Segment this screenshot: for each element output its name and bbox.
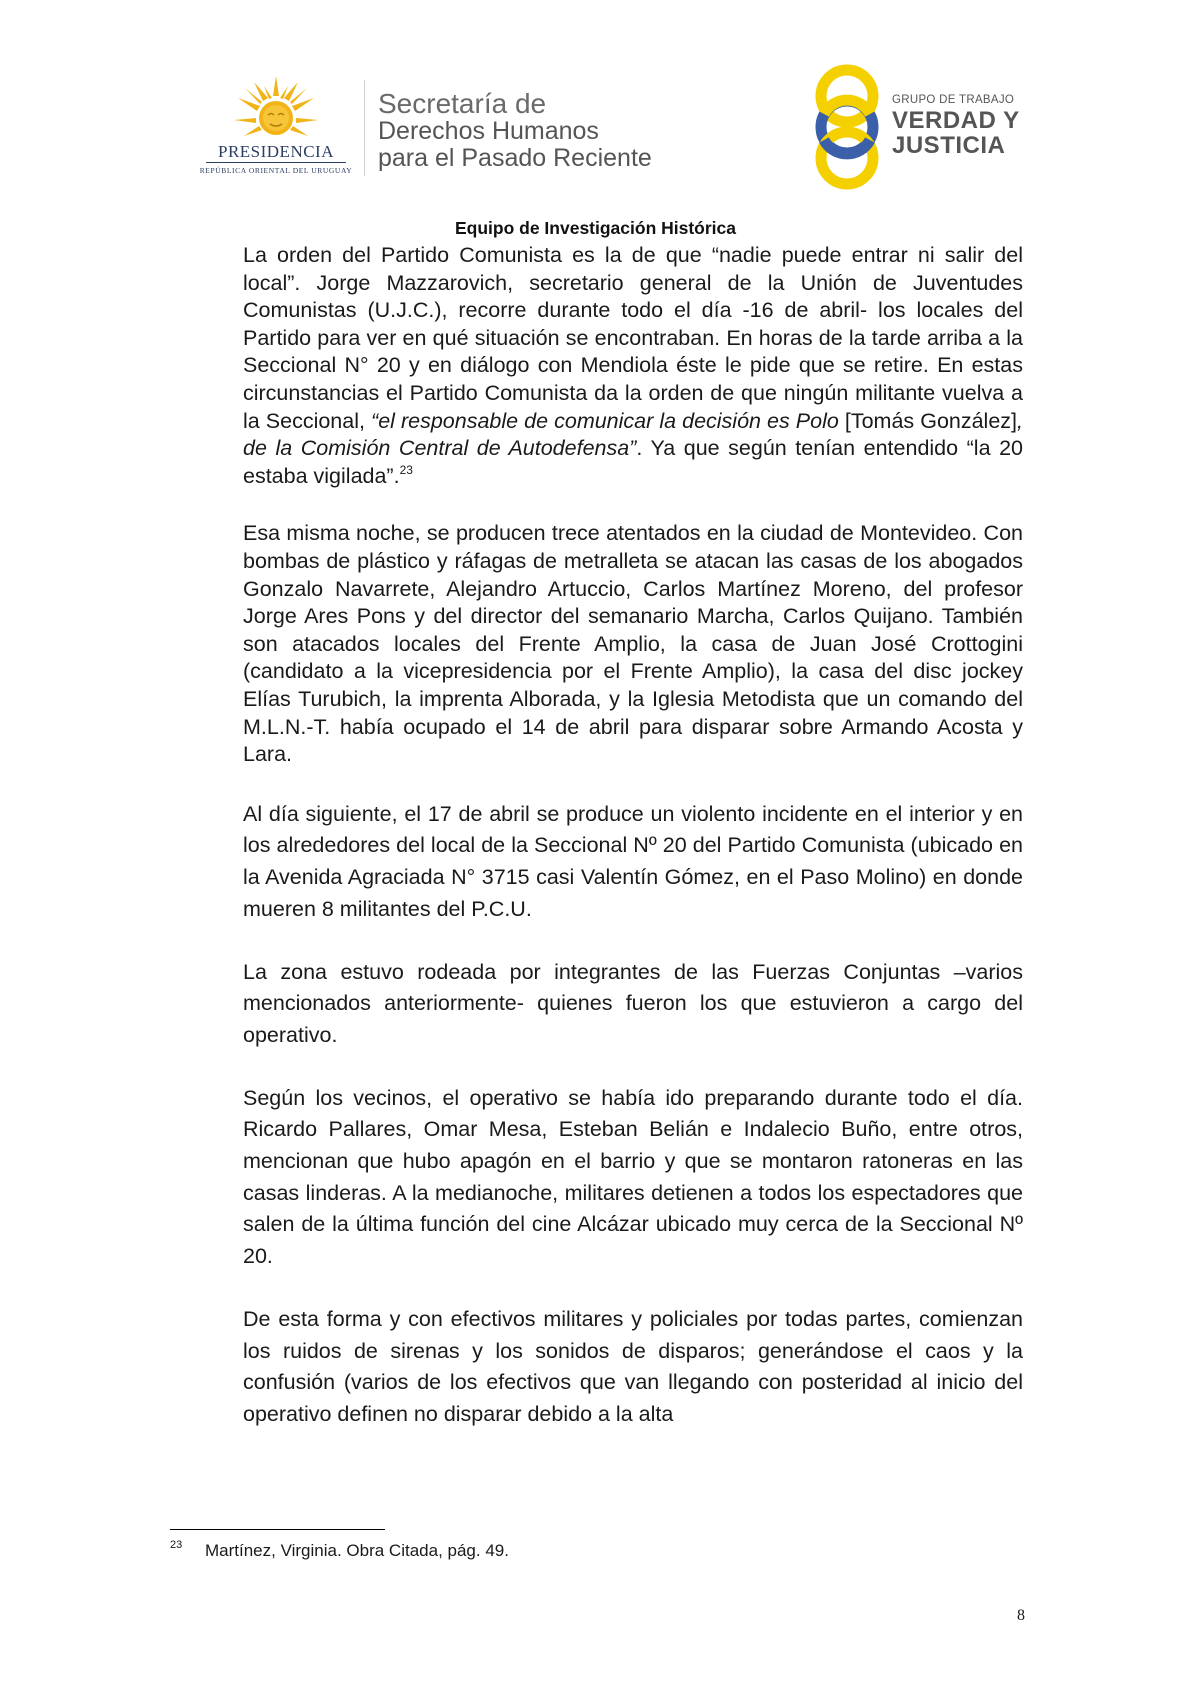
secretaria-line-2: Derechos Humanos	[378, 117, 599, 145]
sun-icon	[234, 74, 318, 140]
paragraph-text: La orden del Partido Comunista es la de que “nadie puede entrar ni salir del local”. Jorge Mazzarovich, secretario general de la Unión de Juventudes Comunistas (U.J.C.), recorre durante todo el día -16 de abril- los locales del Partido para ver en qué situación se encontraban. En horas de la tarde arriba a la Seccional N° 20 y en diálogo con Mendiola éste le pide que se retire. En estas circunstancias el Partido Comunista da la orden de que ningún militante vuelva a la Seccional,	[243, 243, 1023, 433]
grupo-small-label: GRUPO DE TRABAJO	[892, 94, 1015, 106]
page-header	[0, 0, 1191, 200]
secretaria-line-1: Secretaría de	[378, 88, 547, 119]
grupo-title-line-1: VERDAD Y	[892, 107, 1020, 134]
footnote-number: 23	[170, 1539, 183, 1551]
presidencia-subtitle: REPÚBLICA ORIENTAL DEL URUGUAY	[199, 166, 353, 175]
paragraph	[243, 242, 1023, 490]
paragraph: Según los vecinos, el operativo se había ido preparando durante todo el día. Ricardo Pallares, Omar Mesa, Esteban Belián e Indalecio Buño, entre otros, mencionan que hubo apagón en el barrio y que se montaron ratoneras en las casas linderas. A la medianoche, militares detienen a todos los espectadores que salen de la última función del cine Alcázar ubicado muy cerca de la Seccional Nº 20.	[243, 1085, 1023, 1269]
grupo-title	[892, 108, 1020, 158]
header-divider	[364, 80, 365, 176]
grupo-title-line-2: JUSTICIA	[892, 132, 1006, 159]
presidencia-name: PRESIDENCIA	[217, 142, 334, 161]
paragraph: Esa misma noche, se producen trece atentados en la ciudad de Montevideo. Con bombas de plástico y ráfagas de metralleta se atacan las casas de los abogados Gonzalo Navarrete, Alejandro Artuccio, Carlos Martínez Moreno, del profesor Jorge Ares Pons y del director del semanario Marcha, Carlos Quijano. También son atacados locales del Frente Amplio, la casa de Juan José Crottogini (candidato a la vicepresidencia por el Frente Amplio), la casa del disc jockey Elías Turubich, la imprenta Alborada, y la Iglesia Metodista que un comando del M.L.N.-T. había ocupado el 14 de abril para disparar sobre Armando Acosta y Lara.	[243, 521, 1023, 767]
team-title: Equipo de Investigación Histórica	[454, 218, 737, 238]
footnote-separator	[170, 1529, 385, 1530]
document-body	[243, 242, 1023, 1431]
paragraph: De esta forma y con efectivos militares y policiales por todas partes, comienzan los ruidos de sirenas y los sonidos de disparos; generándose el caos y la confusión (varios de los efectivos que van llegando con posteridad al inicio del operativo definen no disparar debido a la alta	[243, 1306, 1023, 1426]
paragraph: La zona estuvo rodeada por integrantes de las Fuerzas Conjuntas –varios mencionados anteriormente- quienes fueron los que estuvieron a cargo del operativo.	[243, 959, 1023, 1047]
footnote-text: Martínez, Virginia. Obra Citada, pág. 49.	[205, 1541, 509, 1560]
paragraph: Al día siguiente, el 17 de abril se produce un violento incidente en el interior y en los alrededores del local de la Seccional Nº 20 del Partido Comunista (ubicado en la Avenida Agraciada N° 3715 casi Valentín Gómez, en el Paso Molino) en donde mueren 8 militantes del P.C.U.	[243, 801, 1023, 921]
secretaria-line-3: para el Pasado Reciente	[378, 144, 652, 172]
paragraph-text: [Tomás González]	[838, 408, 1018, 433]
grupo-trabajo-logo	[812, 62, 1052, 192]
quote-text: “el responsable de comunicar la decisión es Polo	[371, 408, 839, 433]
interlocked-rings-icon	[812, 62, 882, 192]
presidencia-logo	[196, 74, 356, 184]
paragraph-text: . Ya que según tenían entendido “la 20 estaba vigilada”.	[243, 436, 1024, 488]
presidencia-divider	[206, 162, 346, 163]
page-number: 8	[1017, 1607, 1025, 1624]
quote-text: , de la Comisión Central de Autodefensa”	[243, 408, 1024, 461]
footnote-reference: 23	[399, 462, 413, 477]
secretaria-title	[378, 90, 652, 172]
